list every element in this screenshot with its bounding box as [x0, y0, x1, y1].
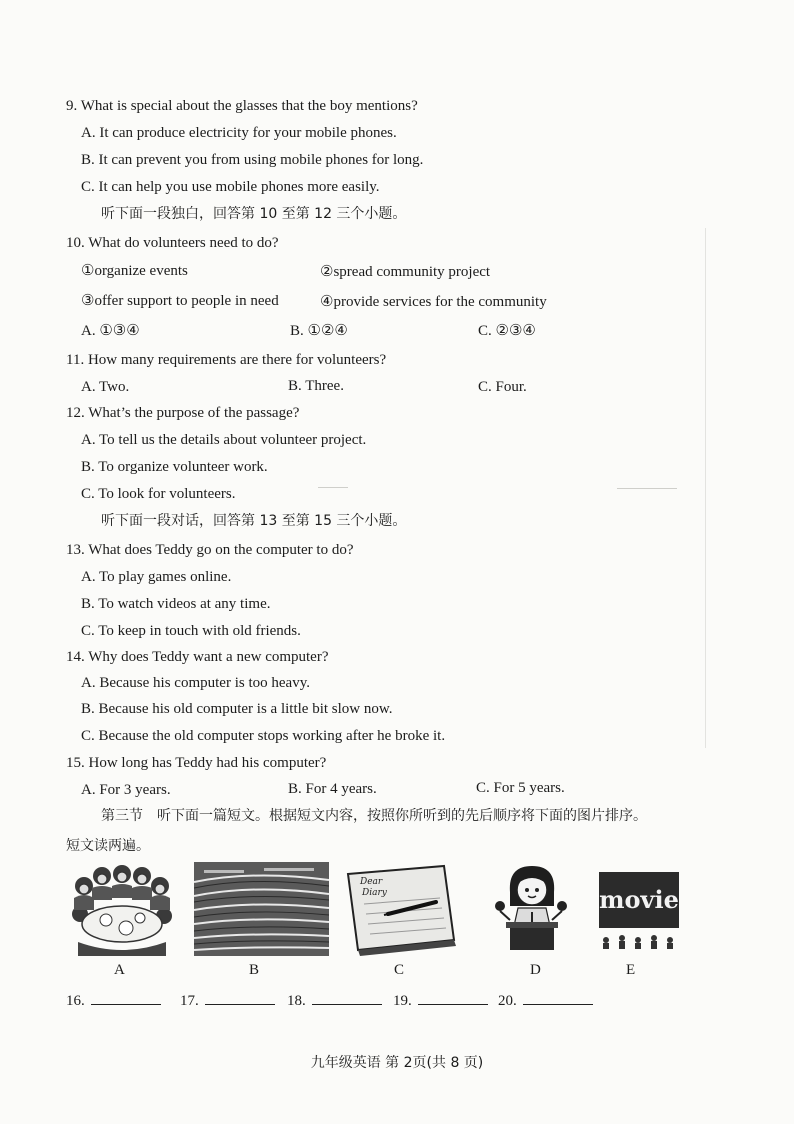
- question-15-option-b: B. For 4 years.: [288, 781, 377, 797]
- question-15-stem: 15. How long has Teddy had his computer?: [66, 755, 327, 771]
- question-14-stem: 14. Why does Teddy want a new computer?: [66, 649, 329, 665]
- answer-blank-20[interactable]: [498, 990, 593, 1010]
- question-10-item-3: ③offer support to people in need: [81, 293, 279, 309]
- question-15-option-a: A. For 3 years.: [81, 782, 171, 798]
- question-12-option-c: C. To look for volunteers.: [81, 486, 236, 502]
- question-14-option-a: A. Because his computer is too heavy.: [81, 675, 310, 691]
- picture-a-group-dinner: [68, 862, 174, 956]
- scan-edge-line: [705, 228, 706, 748]
- question-14-option-c: C. Because the old computer stops working after he broke it.: [81, 728, 446, 744]
- section-3-instruction: 第三节 听下面一篇短文。根据短文内容，按照你所听到的先后顺序将下面的图片排序。: [101, 808, 647, 824]
- picture-e-label: E: [626, 962, 636, 978]
- blank-number: 16.: [66, 993, 85, 1009]
- question-13-option-b: B. To watch videos at any time.: [81, 596, 271, 612]
- diary-icon: [340, 862, 458, 956]
- page-footer: 九年级英语 第 2页(共 8 页): [310, 1055, 484, 1071]
- question-10-stem: 10. What do volunteers need to do?: [66, 235, 279, 251]
- question-10-item-4: ④provide services for the community: [320, 294, 547, 310]
- question-12-stem: 12. What’s the purpose of the passage?: [66, 405, 300, 421]
- question-14-option-b: B. Because his old computer is a little bit slow now.: [81, 701, 393, 717]
- picture-d-speaker: [486, 862, 576, 956]
- question-11-option-b: B. Three.: [288, 378, 344, 394]
- question-12-option-b: B. To organize volunteer work.: [81, 459, 268, 475]
- group-dinner-icon: [68, 862, 174, 956]
- question-10-item-2: ②spread community project: [320, 264, 491, 280]
- blank-line: [91, 990, 161, 1005]
- picture-c-diary: [340, 862, 458, 956]
- answer-blank-19[interactable]: [393, 990, 488, 1010]
- instruction-13-15: 听下面一段对话，回答第 13 至第 15 三个小题。: [101, 513, 407, 529]
- picture-a-label: A: [114, 962, 125, 978]
- question-11-stem: 11. How many requirements are there for volunteers?: [66, 352, 387, 368]
- question-12-option-a: A. To tell us the details about volunteer project.: [81, 432, 367, 448]
- blank-line: [523, 990, 593, 1005]
- picture-e-movie: [596, 862, 682, 956]
- answer-blank-18[interactable]: [287, 990, 382, 1010]
- scan-mark: [318, 487, 348, 488]
- picture-d-label: D: [530, 962, 541, 978]
- instruction-10-12: 听下面一段独白，回答第 10 至第 12 三个小题。: [101, 206, 407, 222]
- blank-line: [205, 990, 275, 1005]
- scan-mark: [617, 488, 677, 489]
- blank-line: [312, 990, 382, 1005]
- section-3-instruction-cont: 短文读两遍。: [66, 838, 150, 854]
- question-11-option-a: A. Two.: [81, 379, 130, 395]
- question-13-option-c: C. To keep in touch with old friends.: [81, 623, 301, 639]
- question-13-stem: 13. What does Teddy go on the computer to do?: [66, 542, 354, 558]
- picture-c-label: C: [394, 962, 405, 978]
- question-15-option-c: C. For 5 years.: [476, 780, 565, 796]
- diary-dear-text: Dear: [360, 877, 383, 887]
- blank-number: 19.: [393, 993, 412, 1009]
- answer-blank-16[interactable]: [66, 990, 161, 1010]
- question-9-option-b: B. It can prevent you from using mobile phones for long.: [81, 152, 424, 168]
- movie-icon: [596, 862, 682, 956]
- question-10-item-1: ①organize events: [81, 263, 188, 279]
- question-10-option-b: B. ①②④: [290, 323, 348, 339]
- speaker-girl-icon: [486, 862, 576, 956]
- question-10-option-c: C. ②③④: [478, 323, 536, 339]
- blank-number: 17.: [180, 993, 199, 1009]
- blank-number: 20.: [498, 993, 517, 1009]
- question-9-option-c: C. It can help you use mobile phones more easily.: [81, 179, 380, 195]
- movie-text: movie: [599, 885, 679, 914]
- answer-blank-17[interactable]: [180, 990, 275, 1010]
- picture-b-newspapers: [194, 862, 329, 956]
- question-9-stem: 9. What is special about the glasses that the boy mentions?: [66, 98, 418, 114]
- question-13-option-a: A. To play games online.: [81, 569, 232, 585]
- newspapers-icon: [194, 862, 329, 956]
- blank-number: 18.: [287, 993, 306, 1009]
- diary-diary-text: Diary: [362, 888, 387, 898]
- question-10-option-a: A. ①③④: [81, 323, 140, 339]
- blank-line: [418, 990, 488, 1005]
- question-9-option-a: A. It can produce electricity for your mobile phones.: [81, 125, 397, 141]
- question-11-option-c: C. Four.: [478, 379, 527, 395]
- picture-b-label: B: [249, 962, 260, 978]
